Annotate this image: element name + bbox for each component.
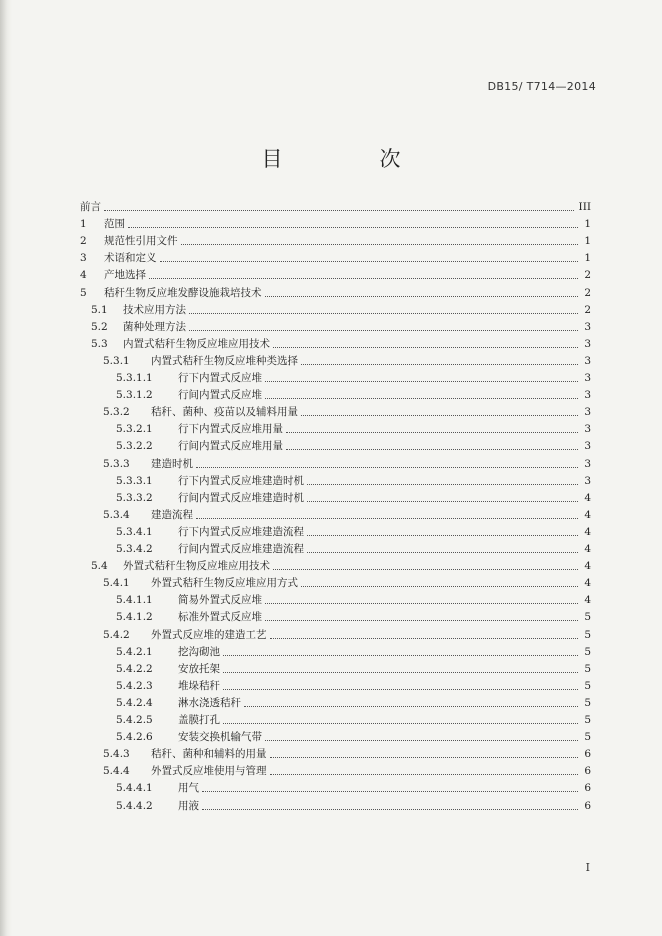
toc-entry[interactable] bbox=[0, 199, 662, 216]
toc-entry[interactable] bbox=[0, 438, 662, 455]
toc-entry[interactable] bbox=[0, 233, 662, 250]
toc-leader-dots bbox=[270, 774, 579, 775]
toc-entry-label: 范围 bbox=[104, 218, 125, 231]
toc-entry[interactable] bbox=[0, 216, 662, 233]
toc-entry-number: 4 bbox=[80, 269, 87, 282]
toc-leader-dots bbox=[270, 638, 579, 639]
toc-entry-number: 5.4.2.3 bbox=[116, 679, 153, 692]
toc-entry-page: 4 bbox=[584, 508, 591, 521]
toc-entry-number: 1 bbox=[80, 218, 87, 231]
toc-entry[interactable] bbox=[0, 780, 662, 797]
toc-entry-number: 5.3.3.1 bbox=[116, 474, 153, 487]
toc-entry[interactable] bbox=[0, 250, 662, 267]
toc-entry-page: 3 bbox=[584, 389, 591, 402]
toc-entry-label: 行下内置式反应堆建造流程 bbox=[178, 525, 304, 538]
toc-entry[interactable] bbox=[0, 524, 662, 541]
page-number: I bbox=[585, 861, 590, 874]
toc-entry-label: 堆垛秸秆 bbox=[178, 679, 220, 692]
toc-entry-page: 4 bbox=[584, 525, 591, 538]
toc-entry-page: 1 bbox=[584, 235, 591, 248]
toc-entry-number: 5.4.2.2 bbox=[116, 662, 153, 675]
toc-leader-dots bbox=[202, 791, 578, 792]
toc-leader-dots bbox=[202, 809, 578, 810]
toc-leader-dots bbox=[223, 655, 578, 656]
toc-entry-number: 5.4.4 bbox=[103, 765, 130, 778]
toc-entry-label: 建造时机 bbox=[151, 457, 193, 470]
toc-leader-dots bbox=[270, 757, 579, 758]
toc-entry-number: 5.3.4.2 bbox=[116, 543, 153, 555]
toc-entry-number: 5.3.2.2 bbox=[116, 440, 153, 453]
toc-leader-dots bbox=[265, 296, 579, 297]
toc-leader-dots bbox=[265, 740, 578, 741]
toc-entry-page: 1 bbox=[584, 252, 591, 265]
toc-leader-dots bbox=[160, 261, 579, 262]
toc-entry-number: 5.2 bbox=[91, 320, 108, 333]
toc-entry-number: 5.4.2.1 bbox=[116, 645, 153, 658]
toc-entry[interactable] bbox=[0, 763, 662, 780]
toc-leader-dots bbox=[189, 313, 578, 314]
toc-entry-number: 5.1 bbox=[91, 303, 108, 316]
toc-entry-label: 简易外置式反应堆 bbox=[178, 594, 262, 607]
toc-entry-label: 行下内置式反应堆用量 bbox=[178, 423, 283, 436]
toc-entry[interactable] bbox=[0, 609, 662, 626]
toc-entry-page: 4 bbox=[584, 594, 591, 607]
toc-entry-label: 安装交换机输气带 bbox=[178, 731, 262, 744]
toc-leader-dots bbox=[223, 672, 578, 673]
standard-code: DB15/ T714—2014 bbox=[487, 80, 596, 93]
toc-leader-dots bbox=[301, 586, 578, 587]
toc-entry-number: 5.4.1.1 bbox=[116, 594, 153, 607]
toc-entry-label: 行间内置式反应堆 bbox=[178, 389, 262, 402]
toc-entry-page: 5 bbox=[584, 696, 591, 709]
toc-entry[interactable] bbox=[0, 541, 662, 558]
toc-entry-label: 标准外置式反应堆 bbox=[178, 611, 262, 624]
toc-entry[interactable] bbox=[0, 592, 662, 609]
toc-entry[interactable] bbox=[0, 285, 662, 302]
toc-entry-page: 3 bbox=[584, 337, 591, 350]
toc-entry[interactable] bbox=[0, 695, 662, 712]
toc-leader-dots bbox=[265, 620, 578, 621]
toc-entry-label: 规范性引用文件 bbox=[104, 235, 178, 248]
toc-entry-page: 3 bbox=[584, 406, 591, 419]
toc-entry-page: 2 bbox=[584, 303, 591, 316]
toc-entry-label: 行间内置式反应堆用量 bbox=[178, 440, 283, 453]
toc-leader-dots bbox=[244, 706, 578, 707]
toc-leader-dots bbox=[307, 501, 578, 502]
toc-entry-number: 5.3.1.2 bbox=[116, 389, 153, 402]
toc-entry-label: 外置式反应堆使用与管理 bbox=[151, 765, 267, 778]
toc-entry-page: 5 bbox=[584, 611, 591, 624]
toc-leader-dots bbox=[307, 535, 578, 536]
toc-entry-page: 6 bbox=[584, 799, 591, 812]
toc-entry-label: 外置式秸秆生物反应堆应用技术 bbox=[123, 560, 270, 573]
toc-entry-label: 淋水浇透秸秆 bbox=[178, 696, 241, 709]
toc-entry-label: 外置式反应堆的建造工艺 bbox=[151, 628, 267, 641]
toc-leader-dots bbox=[273, 347, 578, 348]
toc-entry-label: 行下内置式反应堆建造时机 bbox=[178, 474, 304, 487]
toc-entry[interactable] bbox=[0, 353, 662, 370]
toc-entry-page: III bbox=[578, 201, 591, 213]
toc-entry-label: 行间内置式反应堆建造时机 bbox=[178, 491, 304, 504]
toc-entry[interactable] bbox=[0, 661, 662, 678]
toc-entry-page: 3 bbox=[584, 354, 591, 367]
toc-entry-page: 5 bbox=[584, 731, 591, 744]
toc-entry-page: 5 bbox=[584, 662, 591, 675]
toc-entry-label: 用液 bbox=[178, 799, 199, 812]
toc-entry[interactable] bbox=[0, 798, 662, 815]
toc-entry-number: 5.4.1.2 bbox=[116, 611, 153, 624]
toc-entry-number: 5.3.3 bbox=[103, 457, 130, 470]
toc-entry-page: 1 bbox=[584, 218, 591, 231]
toc-entry[interactable] bbox=[0, 319, 662, 336]
toc-entry-label: 术语和定义 bbox=[104, 252, 157, 265]
toc-entry-label: 外置式秸秆生物反应堆应用方式 bbox=[151, 577, 298, 590]
toc-entry-number: 2 bbox=[80, 235, 87, 248]
toc-entry-label: 用气 bbox=[178, 782, 199, 795]
toc-leader-dots bbox=[223, 689, 578, 690]
toc-entry-number: 5.4.4.2 bbox=[116, 799, 153, 812]
toc-entry-label: 盖膜打孔 bbox=[178, 714, 220, 726]
toc-leader-dots bbox=[301, 415, 578, 416]
toc-leader-dots bbox=[307, 552, 578, 553]
toc-entry-page: 4 bbox=[584, 560, 591, 573]
toc-entry-label: 秸秆、菌种和辅料的用量 bbox=[151, 748, 267, 761]
toc-entry-number: 5.3 bbox=[91, 337, 108, 350]
toc-entry-number: 5.4.3 bbox=[103, 748, 130, 761]
toc-entry-page: 3 bbox=[584, 440, 591, 453]
toc-entry-page: 4 bbox=[584, 491, 591, 504]
toc-leader-dots bbox=[286, 449, 578, 450]
toc-entry-page: 5 bbox=[584, 628, 591, 641]
toc-entry[interactable] bbox=[0, 490, 662, 507]
toc-entry-page: 4 bbox=[584, 543, 591, 555]
toc-entry-number: 5.4.2.6 bbox=[116, 731, 153, 744]
toc-entry-page: 2 bbox=[584, 286, 591, 299]
toc-entry-page: 6 bbox=[584, 782, 591, 795]
toc-entry-label: 菌种处理方法 bbox=[123, 320, 186, 333]
toc-entry[interactable] bbox=[0, 387, 662, 404]
toc-leader-dots bbox=[286, 432, 578, 433]
toc-entry[interactable] bbox=[0, 729, 662, 746]
toc-entry-number: 5.3.2.1 bbox=[116, 423, 153, 436]
toc-leader-dots bbox=[196, 467, 578, 468]
toc-entry-page: 5 bbox=[584, 645, 591, 658]
toc-title: 目 次 bbox=[261, 147, 439, 171]
toc-leader-dots bbox=[307, 484, 578, 485]
toc-entry-number: 5.4 bbox=[91, 560, 108, 573]
toc-entry-page: 3 bbox=[584, 457, 591, 470]
toc-entry[interactable] bbox=[0, 267, 662, 284]
toc-entry[interactable] bbox=[0, 473, 662, 490]
toc-entry[interactable] bbox=[0, 421, 662, 438]
toc-entry-number: 5.4.2 bbox=[103, 628, 130, 641]
toc-entry[interactable] bbox=[0, 336, 662, 353]
toc-entry-number: 5.4.1 bbox=[103, 577, 130, 590]
toc-entry-label: 内置式秸秆生物反应堆应用技术 bbox=[123, 337, 270, 350]
toc-entry[interactable] bbox=[0, 746, 662, 763]
toc-entry-number: 5.3.4 bbox=[103, 508, 130, 521]
toc-entry-label: 安放托架 bbox=[178, 662, 220, 675]
toc-entry-label: 内置式秸秆生物反应堆种类选择 bbox=[151, 354, 298, 367]
toc-entry-label: 技术应用方法 bbox=[123, 303, 186, 316]
toc-entry[interactable] bbox=[0, 575, 662, 592]
toc-entry[interactable] bbox=[0, 644, 662, 661]
toc-entry[interactable] bbox=[0, 404, 662, 421]
toc-leader-dots bbox=[128, 227, 578, 228]
toc-entry[interactable] bbox=[0, 678, 662, 695]
toc-entry-page: 6 bbox=[584, 765, 591, 778]
toc-entry-label: 建造流程 bbox=[151, 508, 193, 521]
toc-entry-number: 5.4.2.4 bbox=[116, 696, 153, 709]
toc-entry-page: 6 bbox=[584, 748, 591, 761]
toc-leader-dots bbox=[223, 723, 578, 724]
toc-entry[interactable] bbox=[0, 507, 662, 524]
toc-leader-dots bbox=[181, 244, 579, 245]
toc-entry[interactable] bbox=[0, 302, 662, 319]
toc-entry-number: 5.4.2.5 bbox=[116, 714, 153, 726]
toc-entry-number: 5.3.1 bbox=[103, 354, 130, 367]
toc-leader-dots bbox=[104, 210, 574, 211]
toc-entry-page: 3 bbox=[584, 320, 591, 333]
toc-entry-label: 产地选择 bbox=[104, 269, 146, 282]
toc-entry[interactable] bbox=[0, 456, 662, 473]
toc-entry-label: 行间内置式反应堆建造流程 bbox=[178, 543, 304, 555]
toc-leader-dots bbox=[265, 603, 578, 604]
toc-entry-page: 3 bbox=[584, 372, 591, 384]
toc-leader-dots bbox=[149, 278, 578, 279]
toc-leader-dots bbox=[273, 569, 578, 570]
toc-entry-number: 5.3.1.1 bbox=[116, 372, 153, 384]
toc-entry[interactable] bbox=[0, 627, 662, 644]
toc-leader-dots bbox=[189, 330, 578, 331]
toc-entry-label: 秸秆生物反应堆发酵设施栽培技术 bbox=[104, 286, 262, 299]
toc-entry-number: 5 bbox=[80, 286, 87, 299]
toc-entry-page: 4 bbox=[584, 577, 591, 590]
toc-leader-dots bbox=[301, 364, 578, 365]
toc-entry-label: 行下内置式反应堆 bbox=[178, 372, 262, 384]
toc-entry[interactable] bbox=[0, 370, 662, 387]
toc-entry-page: 5 bbox=[584, 679, 591, 692]
toc-entry-number: 5.3.3.2 bbox=[116, 491, 153, 504]
toc-leader-dots bbox=[265, 398, 578, 399]
toc-entry-page: 5 bbox=[584, 714, 591, 726]
toc-entry-number: 5.3.4.1 bbox=[116, 525, 153, 538]
toc-leader-dots bbox=[196, 518, 578, 519]
toc-entry-page: 3 bbox=[584, 474, 591, 487]
toc-entry-label: 挖沟砌池 bbox=[178, 645, 220, 658]
toc-entry-page: 3 bbox=[584, 423, 591, 436]
toc-entry[interactable] bbox=[0, 558, 662, 575]
toc-entry-number: 3 bbox=[80, 252, 87, 265]
toc-entry-number: 5.4.4.1 bbox=[116, 782, 153, 795]
toc-entry-page: 2 bbox=[584, 269, 591, 282]
toc-leader-dots bbox=[265, 381, 578, 382]
toc-entry[interactable] bbox=[0, 712, 662, 729]
toc-entry-label: 秸秆、菌种、疫苗以及辅料用量 bbox=[151, 406, 298, 419]
toc-entry-number: 5.3.2 bbox=[103, 406, 130, 419]
toc-entry-label: 前言 bbox=[80, 201, 101, 213]
